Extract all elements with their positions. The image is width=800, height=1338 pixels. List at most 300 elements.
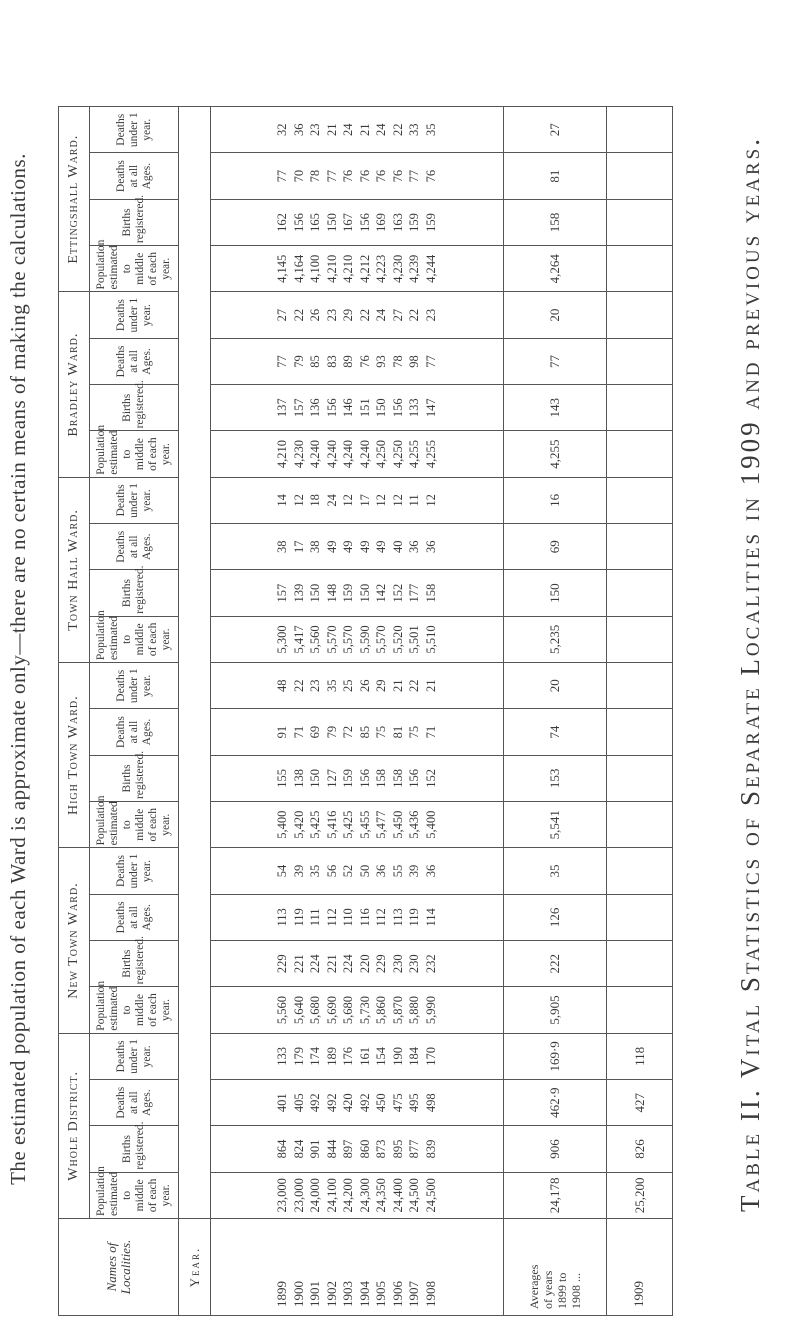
table-cell-value: 22 [291, 308, 306, 322]
table-cell-value: 89 [341, 355, 356, 368]
final-year-value [607, 153, 673, 199]
average-value: 462·9 [503, 1080, 606, 1126]
table-cell-value: 23 [308, 679, 323, 692]
table-cell-value: 150 [308, 769, 323, 788]
table-cell-value: 492 [308, 1093, 323, 1113]
table-cell-value: 12 [390, 494, 405, 507]
table-cell-value: 21 [357, 123, 372, 136]
table-cell-value: 152 [390, 583, 405, 603]
ward-column-values [211, 616, 504, 662]
ward-column-values [211, 107, 504, 153]
column-header: Births registered. [90, 755, 179, 801]
table-cell-value: 36 [423, 540, 438, 553]
table-cell-value: 4,244 [423, 254, 438, 283]
ward-column-values [211, 153, 504, 199]
table-cell-value: 5,300 [275, 625, 290, 654]
column-header: Deaths under 1 year. [90, 292, 179, 338]
table-cell-value: 155 [275, 769, 290, 788]
average-value: 169·9 [503, 1033, 606, 1079]
table-cell-value: 165 [308, 213, 323, 232]
table-cell-value: 5,680 [341, 995, 356, 1025]
final-year-value [607, 246, 673, 292]
table-cell-value: 22 [357, 308, 372, 322]
ward-names-row [59, 107, 90, 1316]
table-cell-value: 170 [423, 1046, 438, 1066]
table-cell-value: 5,416 [324, 810, 339, 839]
table-cell-value: 450 [374, 1093, 389, 1113]
table-cell-value: 4,145 [275, 254, 290, 283]
table-cell-value: 119 [407, 908, 422, 927]
table-cell-value: 24,400 [390, 1178, 405, 1213]
average-value: 4,264 [503, 246, 606, 292]
table-cell-value: 152 [423, 769, 438, 788]
table-cell-value: 169 [374, 213, 389, 232]
ward-name: High Town Ward. [59, 663, 90, 848]
average-value: 16 [503, 477, 606, 523]
footnote: The estimated population of each Ward is approximate only—there are no certain means of making the calculations. [6, 153, 30, 1185]
table-cell-value: 77 [275, 169, 290, 183]
table-cell-value: 420 [341, 1093, 356, 1113]
years-list [211, 1219, 504, 1316]
table-cell-value: 5,501 [407, 625, 422, 654]
ward-name: Ettingshall Ward. [59, 107, 90, 292]
table-cell-value: 167 [341, 213, 356, 232]
table-cell-value: 76 [357, 355, 372, 368]
table-cell-value: 897 [341, 1139, 356, 1159]
year-label: 1900 [290, 1281, 306, 1307]
table-cell-value: 49 [324, 540, 339, 553]
ward-column-values [211, 755, 504, 801]
table-cell-value: 895 [390, 1139, 405, 1159]
table-cell-value: 24,000 [308, 1178, 323, 1213]
averages-row [503, 107, 606, 1316]
table-cell-value: 4,230 [291, 440, 306, 469]
table-cell-value: 83 [324, 355, 339, 368]
final-year-value [607, 987, 673, 1033]
table-cell-value: 5,860 [374, 995, 389, 1025]
final-year-value [607, 941, 673, 987]
table-cell-value: 824 [291, 1139, 306, 1159]
final-year-value [607, 616, 673, 662]
column-header: Deaths at all Ages. [90, 338, 179, 384]
table-cell-value: 864 [275, 1139, 290, 1159]
table-cell-value: 29 [374, 679, 389, 692]
table-cell-value: 22 [291, 679, 306, 692]
ward-column-values [211, 477, 504, 523]
table-cell-value: 4,223 [374, 254, 389, 283]
table-cell-value: 139 [291, 583, 306, 603]
table-cell-value: 156 [291, 213, 306, 232]
table-cell-value: 75 [374, 725, 389, 739]
table-cell-value: 112 [324, 908, 339, 927]
table-cell-value: 21 [423, 679, 438, 692]
table-cell-value: 4,100 [308, 254, 323, 283]
table-cell-value: 91 [275, 725, 290, 739]
table-cell-value: 5,680 [308, 995, 323, 1025]
table-cell-value: 85 [308, 355, 323, 368]
ward-column-values [211, 894, 504, 940]
table-cell-value: 18 [308, 494, 323, 507]
ward-column-values [211, 848, 504, 894]
table-cell-value: 498 [423, 1093, 438, 1113]
table-cell-value: 23 [308, 123, 323, 136]
final-year-value [607, 431, 673, 477]
table-cell-value: 159 [341, 769, 356, 788]
table-cell-value: 78 [308, 169, 323, 183]
table-cell-value: 69 [308, 725, 323, 739]
table-cell-value: 156 [357, 213, 372, 232]
table-cell-value: 11 [407, 494, 422, 507]
column-header: Births registered. [90, 570, 179, 616]
table-cell-value: 98 [407, 355, 422, 368]
year-label: 1902 [323, 1281, 339, 1307]
final-year-value [607, 848, 673, 894]
table-cell-value: 25 [341, 679, 356, 692]
ward-name: Bradley Ward. [59, 292, 90, 477]
ward-column-values [211, 338, 504, 384]
table-cell-value: 36 [407, 540, 422, 553]
table-cell-value: 150 [308, 583, 323, 603]
ward-column-values [211, 246, 504, 292]
table-cell-value: 113 [275, 908, 290, 927]
year-label-row [179, 107, 211, 1316]
final-year-value: 25,200 [607, 1172, 673, 1218]
average-value: 20 [503, 292, 606, 338]
table-cell-value: 110 [341, 908, 356, 927]
table-cell-value: 48 [275, 679, 290, 692]
table-cell-value: 17 [291, 540, 306, 553]
ward-column-values [211, 431, 504, 477]
table-cell-value: 55 [390, 864, 405, 878]
table-cell-value: 5,560 [275, 995, 290, 1025]
table-cell-value: 151 [357, 398, 372, 418]
table-cell-value: 5,570 [324, 625, 339, 654]
table-cell-value: 12 [423, 494, 438, 507]
table-cell-value: 35 [308, 864, 323, 878]
table-cell-value: 230 [390, 954, 405, 974]
table-cell-value: 137 [275, 398, 290, 418]
ward-column-values [211, 524, 504, 570]
yearly-data-row [211, 107, 504, 1316]
table-cell-value: 158 [423, 583, 438, 603]
year-label: 1904 [356, 1281, 372, 1307]
table-cell-value: 133 [407, 398, 422, 418]
table-cell-value: 4,210 [275, 440, 290, 469]
table-cell-value: 5,436 [407, 810, 422, 839]
table-cell-value: 158 [374, 769, 389, 788]
table-cell-value: 492 [324, 1093, 339, 1113]
table-cell-value: 159 [423, 213, 438, 232]
table-cell-value: 32 [275, 123, 290, 136]
average-value: 5,541 [503, 802, 606, 848]
final-year-value: 427 [607, 1080, 673, 1126]
table-title: Table II. Vital Statistics of Separate Localities in 1909 and previous years. [735, 136, 765, 1212]
average-value: 158 [503, 199, 606, 245]
table-cell-value: 174 [308, 1046, 323, 1066]
table-cell-value: 113 [390, 908, 405, 927]
column-header: Births registered. [90, 1126, 179, 1172]
table-cell-value: 26 [308, 308, 323, 322]
average-value: 5,905 [503, 987, 606, 1033]
table-cell-value: 4,212 [357, 254, 372, 283]
table-cell-value: 77 [423, 355, 438, 368]
ward-name: Whole District. [59, 1033, 90, 1218]
table-cell-value: 5,425 [308, 810, 323, 839]
table-cell-value: 77 [324, 169, 339, 183]
table-cell-value: 40 [390, 540, 405, 553]
table-cell-value: 5,520 [390, 625, 405, 654]
table-cell-value: 24 [324, 494, 339, 507]
column-header: Population estimated to middle of each year. [90, 987, 179, 1033]
final-year-row [607, 107, 673, 1316]
table-cell-value: 901 [308, 1139, 323, 1159]
table-cell-value: 114 [423, 908, 438, 927]
ward-name: New Town Ward. [59, 848, 90, 1033]
column-header: Deaths at all Ages. [90, 1080, 179, 1126]
average-value: 5,235 [503, 616, 606, 662]
final-year-value [607, 570, 673, 616]
table-cell-value: 5,690 [324, 995, 339, 1025]
ward-column-values [211, 802, 504, 848]
table-cell-value: 492 [357, 1093, 372, 1113]
final-year-value [607, 802, 673, 848]
table-cell-value: 52 [341, 864, 356, 878]
localities-header [59, 1219, 179, 1316]
table-cell-value: 23,000 [275, 1178, 290, 1213]
table-cell-value: 154 [374, 1046, 389, 1066]
final-year-value [607, 894, 673, 940]
average-value: 906 [503, 1126, 606, 1172]
final-year-value [607, 755, 673, 801]
table-cell-value: 93 [374, 355, 389, 368]
final-year-value [607, 663, 673, 709]
table-cell-value: 38 [308, 540, 323, 553]
table-cell-value: 76 [341, 169, 356, 183]
table-cell-value: 36 [423, 864, 438, 878]
final-year-value [607, 477, 673, 523]
table-cell-value: 150 [324, 213, 339, 232]
table-cell-value: 5,510 [423, 625, 438, 654]
table-cell-value: 4,240 [341, 440, 356, 469]
table-cell-value: 4,239 [407, 254, 422, 283]
table-cell-value: 5,990 [423, 995, 438, 1025]
table-cell-value: 5,425 [341, 810, 356, 839]
final-year-value [607, 199, 673, 245]
table-cell-value: 23 [324, 308, 339, 322]
table-cell-value: 148 [324, 583, 339, 603]
table-cell-value: 76 [423, 169, 438, 183]
column-header: Population estimated to middle of each year. [90, 1172, 179, 1218]
table-cell-value: 29 [341, 308, 356, 322]
table-cell-value: 35 [423, 123, 438, 136]
table-cell-value: 24,500 [407, 1178, 422, 1213]
table-cell-value: 77 [275, 355, 290, 368]
table-cell-value: 162 [275, 213, 290, 232]
ward-column-values [211, 385, 504, 431]
year-label: 1907 [406, 1281, 422, 1307]
averages-label: Averages of years 1899 to 1908 ... [503, 1219, 606, 1316]
table-cell-value: 24,500 [423, 1178, 438, 1213]
table-cell-value: 26 [357, 679, 372, 692]
final-year-value [607, 524, 673, 570]
table-cell-value: 36 [291, 123, 306, 136]
table-cell-value: 27 [275, 308, 290, 322]
table-cell-value: 157 [275, 583, 290, 603]
average-value: 4,255 [503, 431, 606, 477]
year-label: 1901 [307, 1281, 323, 1307]
table-cell-value: 12 [341, 494, 356, 507]
ward-column-values [211, 941, 504, 987]
average-value: 35 [503, 848, 606, 894]
ward-column-values [211, 570, 504, 616]
table-cell-value: 4,255 [407, 440, 422, 469]
table-cell-value: 4,210 [341, 254, 356, 283]
table-cell-value: 4,250 [390, 440, 405, 469]
ward-column-values [211, 987, 504, 1033]
table-cell-value: 71 [291, 725, 306, 739]
table-cell-value: 229 [275, 954, 290, 974]
table-cell-value: 5,870 [390, 995, 405, 1025]
table-cell-value: 224 [308, 954, 323, 974]
table-cell-value: 4,255 [423, 440, 438, 469]
average-value: 143 [503, 385, 606, 431]
final-year-value: 118 [607, 1033, 673, 1079]
final-year-value [607, 107, 673, 153]
table-cell-value: 150 [374, 398, 389, 418]
table-cell-value: 24,100 [324, 1178, 339, 1213]
table-cell-value: 221 [324, 954, 339, 974]
average-value: 74 [503, 709, 606, 755]
table-cell-value: 136 [308, 398, 323, 418]
ward-column-values [211, 1080, 504, 1126]
table-cell-value: 33 [407, 123, 422, 136]
table-cell-value: 873 [374, 1139, 389, 1159]
table-cell-value: 179 [291, 1046, 306, 1066]
table-cell-value: 159 [407, 213, 422, 232]
column-header: Population estimated to middle of each year. [90, 246, 179, 292]
table-cell-value: 81 [390, 725, 405, 739]
table-cell-value: 76 [390, 169, 405, 183]
table-cell-value: 4,164 [291, 254, 306, 283]
table-cell-value: 38 [275, 540, 290, 553]
year-label: 1908 [422, 1281, 438, 1307]
final-year-value [607, 385, 673, 431]
table-cell-value: 112 [374, 908, 389, 927]
average-value: 126 [503, 894, 606, 940]
table-cell-value: 5,450 [390, 810, 405, 839]
year-label: 1899 [274, 1281, 290, 1307]
column-header: Births registered. [90, 941, 179, 987]
table-cell-value: 78 [390, 355, 405, 368]
table-cell-value: 24 [374, 308, 389, 322]
average-value: 69 [503, 524, 606, 570]
table-cell-value: 142 [374, 583, 389, 603]
table-cell-value: 839 [423, 1139, 438, 1159]
table-cell-value: 111 [308, 908, 323, 927]
column-header: Deaths at all Ages. [90, 894, 179, 940]
table-cell-value: 229 [374, 954, 389, 974]
table-cell-value: 35 [324, 679, 339, 692]
table-cell-value: 138 [291, 769, 306, 788]
table-cell-value: 150 [357, 583, 372, 603]
table-cell-value: 4,240 [357, 440, 372, 469]
table-cell-value: 54 [275, 864, 290, 878]
table-cell-value: 189 [324, 1046, 339, 1066]
table-cell-value: 77 [407, 169, 422, 183]
table-cell-value: 156 [324, 398, 339, 418]
table-cell-value: 5,880 [407, 995, 422, 1025]
ward-column-values [211, 1126, 504, 1172]
average-value: 27 [503, 107, 606, 153]
table-cell-value: 70 [291, 169, 306, 183]
table-cell-value: 146 [341, 398, 356, 418]
table-cell-value: 844 [324, 1139, 339, 1159]
table-cell-value: 71 [423, 725, 438, 739]
table-cell-value: 24,200 [341, 1178, 356, 1213]
table-cell-value: 232 [423, 954, 438, 974]
table-cell-value: 85 [357, 725, 372, 739]
table-cell-value: 24,350 [374, 1178, 389, 1213]
table-cell-value: 5,420 [291, 810, 306, 839]
table-cell-value: 184 [407, 1046, 422, 1066]
table-cell-value: 156 [407, 769, 422, 788]
localities-label: Names of Localities. [103, 1239, 133, 1295]
column-header: Deaths at all Ages. [90, 709, 179, 755]
column-header: Deaths under 1 year. [90, 848, 179, 894]
table-cell-value: 133 [275, 1046, 290, 1066]
ward-column-values [211, 1172, 504, 1218]
table-cell-value: 27 [390, 308, 405, 322]
table-cell-value: 5,570 [374, 625, 389, 654]
table-cell-value: 159 [341, 583, 356, 603]
table-cell-value: 220 [357, 954, 372, 974]
table-cell-value: 5,730 [357, 995, 372, 1025]
table-cell-value: 860 [357, 1139, 372, 1159]
table-cell-value: 24 [374, 123, 389, 136]
year-header: Year. [179, 1219, 211, 1316]
table-cell-value: 23 [423, 308, 438, 322]
table-cell-value: 56 [324, 864, 339, 878]
table-cell-value: 22 [407, 679, 422, 692]
average-value: 153 [503, 755, 606, 801]
column-header: Population estimated to middle of each year. [90, 802, 179, 848]
table-cell-value: 76 [374, 169, 389, 183]
table-cell-value: 36 [374, 864, 389, 878]
table-cell-value: 5,590 [357, 625, 372, 654]
table-cell-value: 5,560 [308, 625, 323, 654]
year-label: 1905 [373, 1281, 389, 1307]
table-cell-value: 21 [324, 123, 339, 136]
table-cell-value: 5,400 [423, 810, 438, 839]
table-cell-value: 147 [423, 398, 438, 418]
table-cell-value: 224 [341, 954, 356, 974]
table-cell-value: 5,400 [275, 810, 290, 839]
final-year-value [607, 338, 673, 384]
table-cell-value: 5,417 [291, 625, 306, 654]
spacer-cell [179, 107, 211, 1219]
table-cell-value: 24 [341, 123, 356, 136]
table-cell-value: 12 [291, 494, 306, 507]
table-cell-value: 49 [374, 540, 389, 553]
table-cell-value: 5,477 [374, 810, 389, 839]
ward-column-values [211, 292, 504, 338]
average-value: 222 [503, 941, 606, 987]
table-cell-value: 50 [357, 864, 372, 878]
table-cell-value: 22 [390, 123, 405, 136]
average-value: 77 [503, 338, 606, 384]
table-cell-value: 79 [291, 355, 306, 368]
table-cell-value: 72 [341, 725, 356, 739]
